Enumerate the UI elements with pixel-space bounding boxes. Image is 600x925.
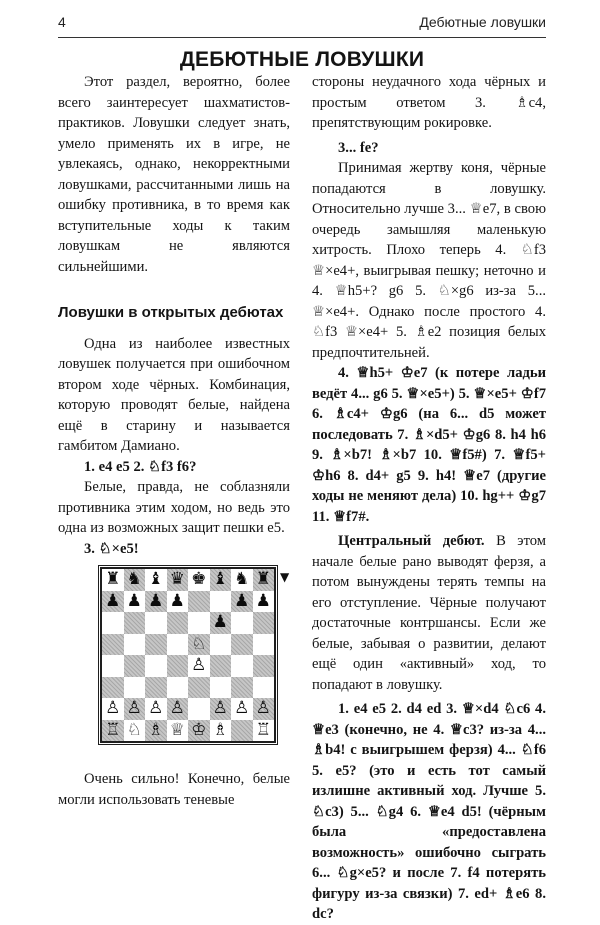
- chess-piece-d2: ♙: [169, 698, 185, 718]
- center-game-paragraph: [312, 531, 546, 695]
- after-diagram-paragraph: Очень сильно! Конечно, белые могли использовать теневые: [58, 771, 290, 808]
- board-square: [253, 612, 275, 634]
- damiano-paragraph: Одна из наиболее известных ловушек получается при ошибочном втором ходе чёрных. Комбинация, которую проводят белые, найдена ещё в старину и называется гамбитом Дамиано.: [58, 335, 290, 454]
- board-square: [102, 634, 124, 656]
- chess-piece-a1: ♖: [105, 719, 121, 740]
- board-square: [102, 655, 124, 677]
- board-square: [188, 612, 210, 634]
- board-square: [102, 677, 124, 699]
- board-square: [188, 698, 210, 720]
- board-square: [231, 677, 253, 699]
- chess-piece-a8: ♜: [105, 569, 121, 589]
- board-square: [124, 655, 146, 677]
- chess-piece-a7: ♟: [105, 590, 121, 611]
- center-game-moves: 1. e4 e5 2. d4 ed 3. ♕×d4 ♘c6 4. ♕e3 (конечно, не 4. ♕c3? из-за 4... ♗b4! с выигрышем ферзя) 4... ♘f6 5. e5? (это и есть тот самый излишне активный ход. Лучше 5. ♘c3) 5... ♘g4 6. ♕e4 d5! (чёрным была «предоставлена возможность» ошибочно сыграть 6... ♘g×e5? и после 7. f4 потерять фигуру из-за связки) 7. ed+ ♗e6 8. dc?: [312, 701, 546, 922]
- explanation-paragraph: Белые, правда, не соблазняли противника этим ходом, но ведь это одна из возможных защит пешки e5.: [58, 479, 290, 536]
- chess-piece-h8: ♜: [255, 569, 271, 589]
- chapter-title: ДЕБЮТНЫЕ ЛОВУШКИ: [179, 48, 425, 71]
- chess-piece-c8: ♝: [148, 569, 164, 589]
- board-square: [102, 612, 124, 634]
- board-square: [145, 634, 167, 656]
- board-square: [188, 591, 210, 613]
- board-square: [124, 612, 146, 634]
- sacrifice-paragraph: Принимая жертву коня, чёрные попадаются в ловушку. Относительно лучше 3... ♕e7, в свою очередь замышляя маленькую хитрость. Плохо теперь 4. ♘f3 ♕×e4+, выигрывая пешку; неточно и 4. ♕h5+? g6 5. ♘×g6 из-за 5... ♕×e4+. Однако после простого 4. ♘f3 ♕×e4+ 5. ♗e2 позиция белых предпочтительней.: [312, 160, 546, 361]
- board-square: [210, 677, 232, 699]
- page-number: 4: [58, 14, 66, 30]
- moves-line-3: 3... fe?: [338, 139, 379, 156]
- running-header: [58, 14, 546, 36]
- chess-piece-h2: ♙: [255, 698, 271, 718]
- main-variation: 4. ♕h5+ ♔e7 (к потере ладьи ведёт 4... g6 5. ♕×e5+) 5. ♕×e5+ ♔f7 6. ♗c4+ ♔g6 (на 6... d5 может последовать 7. ♗×d5+ ♔g6 8. h4 h6 9. ♗×b7! ♗×b7 10. ♕f5#) 7. ♕f5+ ♔h6 8. d4+ g5 9. h4! ♕e7 (другие ходы не меняют дела) 10. hg++ ♔g7 11. ♕f7#.: [312, 365, 546, 525]
- board-square: [210, 655, 232, 677]
- chess-piece-f6: ♟: [212, 612, 228, 632]
- chess-piece-e8: ♚: [191, 569, 207, 589]
- chess-diagram: [100, 567, 290, 757]
- board-square: [167, 677, 189, 699]
- board-square: [188, 677, 210, 699]
- board-square: [253, 677, 275, 699]
- board-square: [167, 655, 189, 677]
- left-column: [58, 72, 290, 810]
- chess-piece-f2: ♙: [212, 698, 228, 718]
- continued-paragraph: стороны неудачного хода чёрных и простым ответом 3. ♗c4, препятствующим рокировке.: [312, 74, 546, 131]
- chess-piece-b1: ♘: [126, 719, 142, 740]
- chess-piece-d7: ♟: [169, 590, 185, 611]
- chess-piece-c1: ♗: [148, 719, 164, 740]
- board-square: [124, 677, 146, 699]
- board-square: [253, 655, 275, 677]
- board-square: [210, 591, 232, 613]
- chess-piece-b2: ♙: [126, 698, 142, 718]
- board-square: [231, 634, 253, 656]
- intro-paragraph: Этот раздел, вероятно, более всего заинтересует шахматистов-практиков. Ловушки следует знать, умело применять их в игре, не увлекаясь, однако, некорректными ловушками, рассчитанными лишь на ошибку противника, в то время как вступительные ходы к таким ловушкам не являются сильнейшими.: [58, 74, 290, 275]
- chess-piece-a2: ♙: [105, 698, 121, 718]
- board-square: [124, 634, 146, 656]
- chess-piece-c2: ♙: [148, 698, 164, 718]
- board-square: [231, 720, 253, 742]
- board-square: [253, 634, 275, 656]
- moves-line-1: 1. e4 e5 2. ♘f3 f6?: [84, 458, 197, 475]
- center-game-text: В этом начале белые рано выводят ферзя, а потом вынуждены терять темпы на его отступление. Чёрные получают достаточные контршансы. Если же белые, забывая о развитии, делают ещё один «активный» ход, то попадают в ловушку.: [312, 533, 547, 693]
- chess-piece-c7: ♟: [148, 590, 164, 611]
- board-square: [231, 655, 253, 677]
- header-rule: [58, 37, 546, 38]
- running-title: Дебютные ловушки: [419, 14, 546, 30]
- chess-piece-g7: ♟: [234, 590, 250, 611]
- chess-piece-e5: ♘: [191, 633, 207, 654]
- chess-piece-g8: ♞: [234, 569, 250, 589]
- chess-piece-h1: ♖: [255, 719, 271, 740]
- black-to-move-marker: ▼: [280, 570, 290, 584]
- board-square: [145, 612, 167, 634]
- board-square: [145, 677, 167, 699]
- board-square: [145, 655, 167, 677]
- chess-piece-g2: ♙: [234, 698, 250, 718]
- chess-piece-b7: ♟: [126, 590, 142, 611]
- chess-piece-d1: ♕: [169, 719, 185, 740]
- board-square: [167, 634, 189, 656]
- chess-piece-f1: ♗: [212, 719, 228, 740]
- board-square: [231, 612, 253, 634]
- chess-board: [100, 567, 276, 743]
- center-game-label: Центральный дебют.: [338, 533, 485, 549]
- chess-piece-b8: ♞: [126, 569, 142, 589]
- right-column: [312, 72, 546, 925]
- chess-piece-e4: ♙: [191, 655, 207, 675]
- moves-line-2: 3. ♘×e5!: [84, 540, 139, 557]
- chess-piece-f8: ♝: [212, 569, 228, 589]
- board-square: [167, 612, 189, 634]
- chess-piece-h7: ♟: [255, 590, 271, 611]
- board-square: [210, 634, 232, 656]
- chess-piece-e1: ♔: [191, 719, 207, 740]
- chess-piece-d8: ♛: [169, 569, 185, 589]
- section-heading: Ловушки в открытых дебютах: [58, 304, 284, 321]
